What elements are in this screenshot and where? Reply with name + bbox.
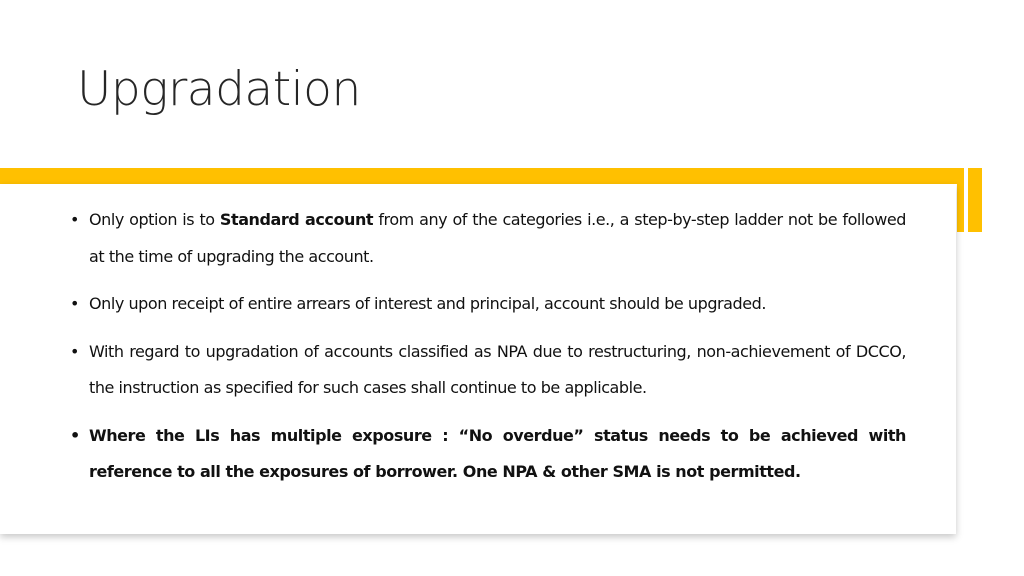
bullet-text-lead: Only option is to <box>89 210 220 229</box>
accent-bar <box>0 168 957 184</box>
bullet-item-restructuring: • With regard to upgradation of accounts classified as NPA due to restructuring, non-achievement of DCCO, the instruction as specified for such cases shall continue to be applicable. <box>89 334 906 407</box>
bullet-text-tail: from any of the categories i.e., a step-by-step ladder not be followed at the time of upgrading the account. <box>89 210 906 266</box>
bullet-text-bold: Standard account <box>219 210 374 229</box>
bullet-item-standard-account <box>89 202 906 275</box>
bullet-item-multiple-exposure: • Where the LIs has multiple exposure : “No overdue” status needs to be achieved with reference to all the exposures of borrower. One NPA & other SMA is not permitted. <box>89 418 906 491</box>
slide-title: Upgradation <box>77 62 361 117</box>
accent-tab-right <box>968 168 982 232</box>
bullet-item-arrears: • Only upon receipt of entire arrears of interest and principal, account should be upgraded. <box>89 286 906 323</box>
bullet-list <box>89 202 906 502</box>
accent-tab-left <box>957 168 964 232</box>
